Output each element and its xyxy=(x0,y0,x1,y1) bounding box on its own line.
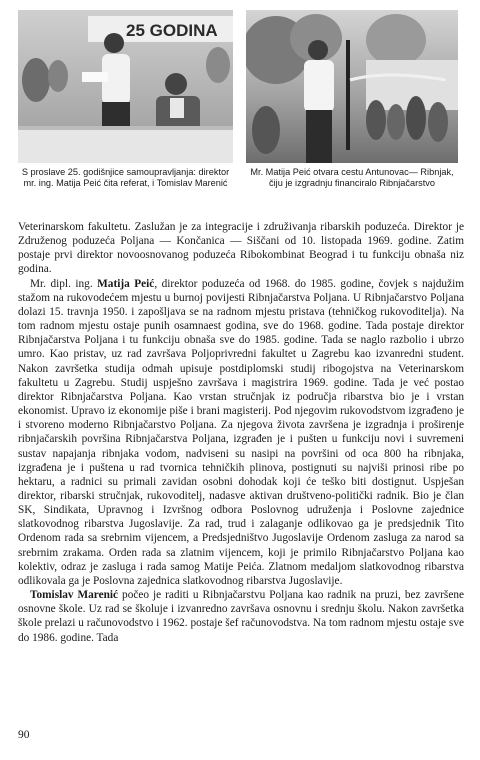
photo-road-opening-image xyxy=(246,10,458,163)
figure-caption-left: S proslave 25. godišnjice samoupravljanja: direktor mr. ing. Matija Peić čita referat, i Tomislav Marenić xyxy=(21,167,230,189)
paragraph-text: počeo je raditi u Ribnjačarstvu Poljana kao radnik na pruzi, bez završene osnovne škole. Uz rad se školuje i izvanredno završava osnovnu i srednju školu. Nakon završetka škole prelazi u računovodstvo i 1962. postaje šef računovodstva. Na tom radnom mjestu ostaje sve do 1986. godine. Tada xyxy=(18,589,465,644)
paragraph-text: Mr. dipl. ing. xyxy=(30,277,98,290)
figure-right xyxy=(246,10,458,190)
person-name-bold: Matija Peić xyxy=(97,277,155,290)
paragraph-tomislav-marenic xyxy=(18,588,464,645)
paragraph-matija-peic xyxy=(18,277,464,588)
photo-row xyxy=(18,10,464,215)
person-name-bold: Tomislav Marenić xyxy=(30,589,119,602)
figure-caption-right: Mr. Matija Peić otvara cestu Antunovac— Ribnjak, čiju je izgradnju financiralo Ribnjačarstvo xyxy=(250,167,454,189)
paragraph-intro xyxy=(18,220,464,277)
page-number: 90 xyxy=(18,729,30,741)
photo-road-opening xyxy=(246,10,458,163)
photo-anniversary-speech xyxy=(18,10,233,163)
paragraph-text: , direktor poduzeća od 1968. do 1985. godine, čovjek s najdužim stažom na rukovodećem mjestu u burnoj povijesti Ribnjačarstva Poljana. U Ribnjačarstvo Poljana dolazi 15. travnja 1950. i zapošljava se na radnom mjestu pristava (tehničkog rukovoditelja). Na tom radnom mjestu ostaje punih osamnaest godina, sve do 1968. godine. Tada postaje direktor Ribnjačarstva Poljana i tu funkciju obnaša sve do 1985. godine. Tada se naglo razbolio i ubrzo umro. Kao pristav, uz rad završava Poljoprivredni fakultet u Zagrebu kao izvanredni student. Nakon završetka studija odmah upisuje postdiplomski studij ribogojstva na Veterinarskom fakultetu u Zagrebu. Studij uspješno završava i magistrira 1969. godine. Tada je već postao direktor Ribnjačarstva Poljana. Kao vrstan stručnjak iz područja ribarstva bio je i vrstan ekonomist. Upravo iz ekonomije piše i brani magisterij. Pod njegovim rukovodstvom izgrađeno je i stvoreno moderno Ribnjačarstvo Poljana. Za njegova života završena je izgradnja i proširenje ribnjačarskih površina Ribnjačarstva Poljana, izgrađen je i pušten u funkciju novi i suvremeni sustav napajanja ribnjaka vodom, nadviseni su nasipi na površini od oca 800 ha ribnjaka, izgrađena je i puštena u rad tvornica tehničkih plinova, postignuti su najviši prinosi ribe po hektaru, a radnici su primali zavidan osobni dohodak koji će teško biti dostignut. Uspješan direktor, ribarski stručnjak, rukovoditelj, nadasve aktivan društveno-politički radnik. Bio je član SK, Sindikata, Upravnog i Izvršnog odbora Poslovnog udruženja i Poslovne zajednice slatkovodnog ribarstva Jugoslavije. Za rad, trud i zalaganje odlikovao ga je predsjednik Tito Ordenom rada sa srebrnim vijencem, a Predsjedništvo Jugoslavije Ordenom zasluga za narod sa srebrnim zrakama. Orden rada sa zlatnim vijencem, koji je primilo Ribnjačarstvo Poljana kao kolektiv, odraz je zasluga i rada samog Matije Peića. Zlatnom medaljom slatkovodnog ribarstva odlikovala ga je Poslovna zajednica slatkovodnog ribarstva Jugoslavije. xyxy=(18,277,465,587)
banner-text: 25 GODINA xyxy=(126,21,218,40)
article-body xyxy=(18,220,464,645)
paragraph-text: Veterinarskom fakultetu. Zaslužan je za integracije i združivanja ribarskih poduzeća. Direktor je Združenog poduzeća Poljana — Končanica — Siščani od 10. listopada 1969. godine. Zatim postaje prvi direktor novoosnovanog poduzeća Ribokombinat Beograd i tu funkciju obnaša niz godina. xyxy=(18,221,464,276)
figure-left xyxy=(18,10,233,190)
photo-anniversary-speech-image xyxy=(18,10,233,163)
